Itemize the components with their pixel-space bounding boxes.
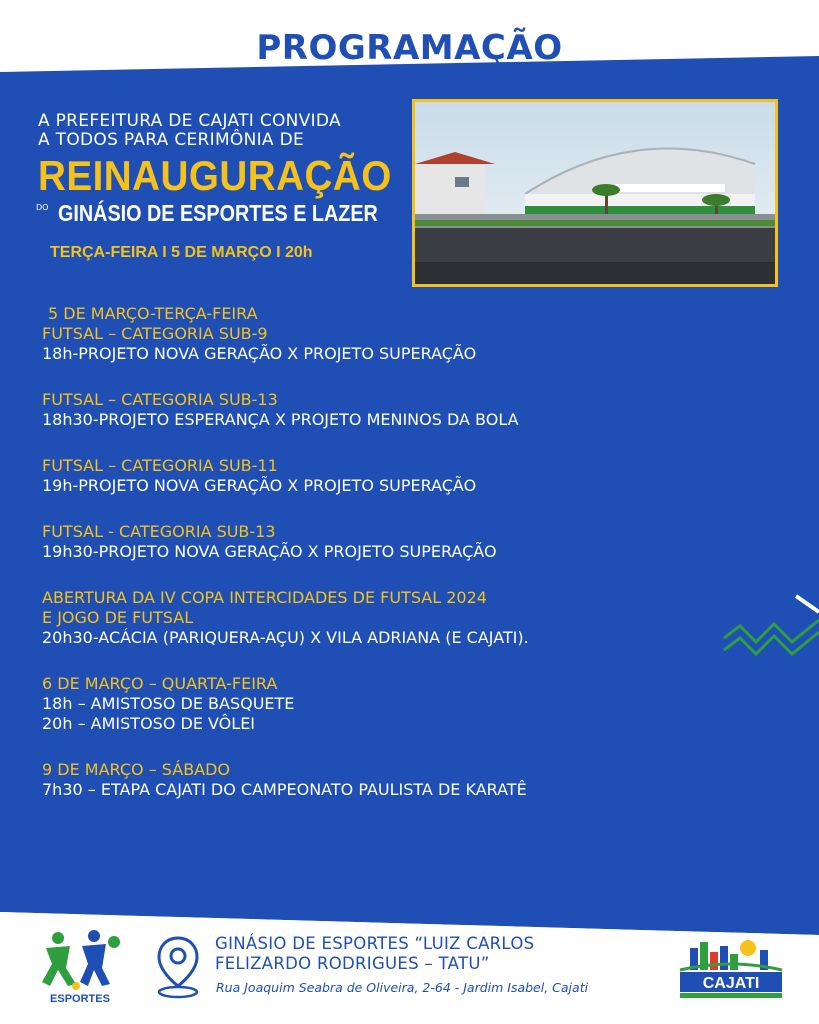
- schedule-item: 7h30 – ETAPA CAJATI DO CAMPEONATO PAULISTA DE KARATÊ: [42, 780, 527, 799]
- schedule-heading: 6 DE MARÇO – QUARTA-FEIRA: [42, 674, 278, 693]
- zigzag-decoration-icon: [718, 590, 819, 660]
- schedule-heading: 9 DE MARÇO – SÁBADO: [42, 760, 231, 779]
- venue-name-line-1: GINÁSIO DE ESPORTES “LUIZ CARLOS: [215, 934, 535, 953]
- cajati-logo: [676, 938, 786, 1000]
- schedule-list: [42, 304, 742, 826]
- schedule-item: 20h – AMISTOSO DE VÔLEI: [42, 714, 256, 733]
- esportes-logo-text: ESPORTES: [50, 993, 110, 1005]
- intro-line-2: A TODOS PARA CERIMÔNIA DE: [38, 130, 304, 150]
- schedule-heading: 5 DE MARÇO-TERÇA-FEIRA: [48, 304, 258, 323]
- schedule-item: 18h30-PROJETO ESPERANÇA X PROJETO MENINOS DA BOLA: [42, 410, 519, 429]
- schedule-group: [42, 674, 742, 734]
- venue-name: [215, 934, 534, 974]
- schedule-group: [42, 456, 742, 496]
- schedule-item: 18h – AMISTOSO DE BASQUETE: [42, 694, 295, 713]
- headline-reinauguracao: REINAUGURAÇÃO: [38, 152, 392, 199]
- schedule-group: [42, 522, 742, 562]
- schedule-group: [42, 760, 742, 800]
- schedule-item: 20h30-ACÁCIA (PARIQUERA-AÇU) X VILA ADRIANA (E CAJATI).: [42, 628, 529, 647]
- gymnasium-photo: [412, 99, 778, 287]
- schedule-group: [42, 588, 742, 648]
- schedule-heading: FUTSAL - CATEGORIA SUB-13: [42, 522, 276, 541]
- esportes-logo: [36, 928, 126, 1008]
- event-date: TERÇA-FEIRA I 5 DE MARÇO I 20h: [50, 244, 313, 261]
- schedule-item: 18h-PROJETO NOVA GERAÇÃO X PROJETO SUPERAÇÃO: [42, 344, 477, 363]
- headline-subtitle: GINÁSIO DE ESPORTES E LAZER: [58, 200, 378, 226]
- schedule-heading: FUTSAL – CATEGORIA SUB-9: [42, 324, 268, 343]
- venue-name-line-2: FELIZARDO RODRIGUES – TATU”: [215, 954, 490, 973]
- schedule-heading: E JOGO DE FUTSAL: [42, 608, 194, 627]
- schedule-item: 19h30-PROJETO NOVA GERAÇÃO X PROJETO SUPERAÇÃO: [42, 542, 497, 561]
- schedule-group: [42, 304, 742, 364]
- location-pin-icon: [155, 934, 201, 1000]
- venue-address: Rua Joaquim Seabra de Oliveira, 2-64 - Jardim Isabel, Cajati: [216, 980, 589, 995]
- schedule-heading: FUTSAL – CATEGORIA SUB-13: [42, 390, 278, 409]
- intro-line-1: A PREFEITURA DE CAJATI CONVIDA: [38, 111, 341, 131]
- schedule-heading: ABERTURA DA IV COPA INTERCIDADES DE FUTSAL 2024: [42, 588, 487, 607]
- headline-do: DO: [36, 203, 49, 212]
- schedule-group: [42, 390, 742, 430]
- intro-text: [38, 112, 341, 150]
- page-title: PROGRAMAÇÃO: [256, 28, 563, 68]
- schedule-item: 19h-PROJETO NOVA GERAÇÃO X PROJETO SUPERAÇÃO: [42, 476, 477, 495]
- schedule-heading: FUTSAL – CATEGORIA SUB-11: [42, 456, 278, 475]
- cajati-logo-text: CAJATI: [702, 975, 760, 992]
